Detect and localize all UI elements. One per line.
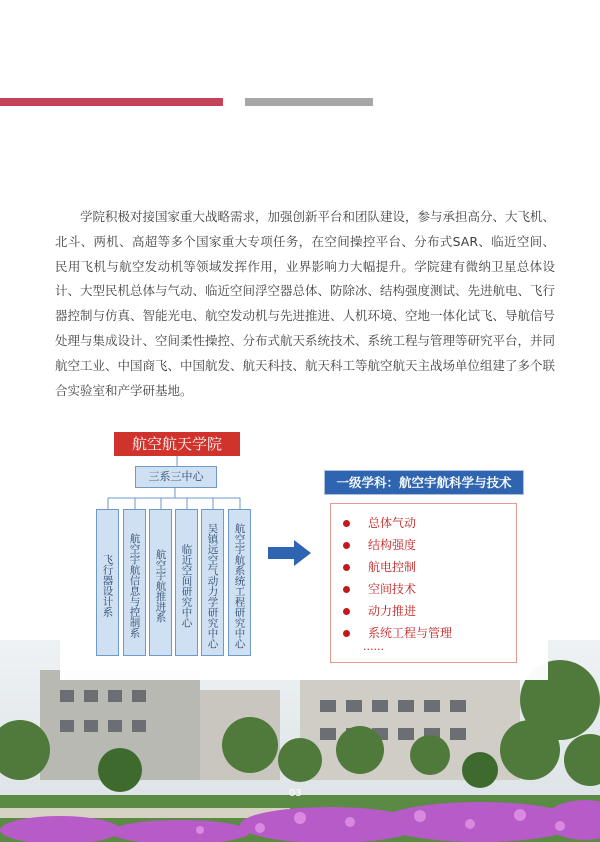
list-item: 总体气动 <box>343 514 416 531</box>
list-item: 航电控制 <box>343 558 416 575</box>
list-ellipsis: ...... <box>363 640 384 653</box>
org-title: 航空航天学院 <box>114 432 240 456</box>
org-unit-aerodynamics: 吴镇远空气动力学研究中心 <box>201 509 224 656</box>
org-unit-aircraft-design: 飞行器设计系 <box>96 509 119 656</box>
intro-paragraph: 学院积极对接国家重大战略需求，加强创新平台和团队建设，参与承担高分、大飞机、北斗、两机、高超等多个国家重大专项任务，在空间操控平台、分布式SAR、临近空间、民用飞机与航空发动机等领域发挥作用，业界影响力大幅提升。学院建有微纳卫星总体设计、大型民机总体与气动、临近空间浮空器总体、防除冰、结构强度测试、先进航电、飞行器控制与仿真、智能光电、航空发动机与先进推进、人机环境、空地一体化试飞、导航信号处理与集成设计、空间柔性操控、分布式航天系统技术、系统工程与管理等研究平台，并同航空工业、中国商飞、中国航发、航天科技、航天科工等航空航天主战场单位组建了多个联合实验室和产学研基地。 <box>55 209 556 398</box>
bullet-icon <box>343 630 350 637</box>
list-item: 空间技术 <box>343 580 416 597</box>
discipline-list <box>330 503 517 663</box>
bullet-icon <box>343 542 350 549</box>
page-number: 03 <box>289 788 302 799</box>
bullet-icon <box>343 586 350 593</box>
bullet-icon <box>343 520 350 527</box>
org-unit-avionics-control: 航空宇航信息与控制系 <box>123 509 146 656</box>
bullet-icon <box>343 608 350 615</box>
org-unit-systems-engineering: 航空宇航系统工程研究中心 <box>228 509 251 656</box>
list-item: 系统工程与管理 <box>343 624 452 641</box>
bullet-icon <box>343 564 350 571</box>
list-item: 结构强度 <box>343 536 416 553</box>
list-item: 动力推进 <box>343 602 416 619</box>
org-unit-near-space: 临近空间研究中心 <box>175 509 198 656</box>
org-subtitle: 三系三中心 <box>135 466 217 488</box>
arrow-right-icon <box>268 540 312 566</box>
org-unit-propulsion: 航空宇航推进系 <box>149 509 172 656</box>
discipline-heading: 一级学科：航空宇航科学与技术 <box>324 470 524 495</box>
